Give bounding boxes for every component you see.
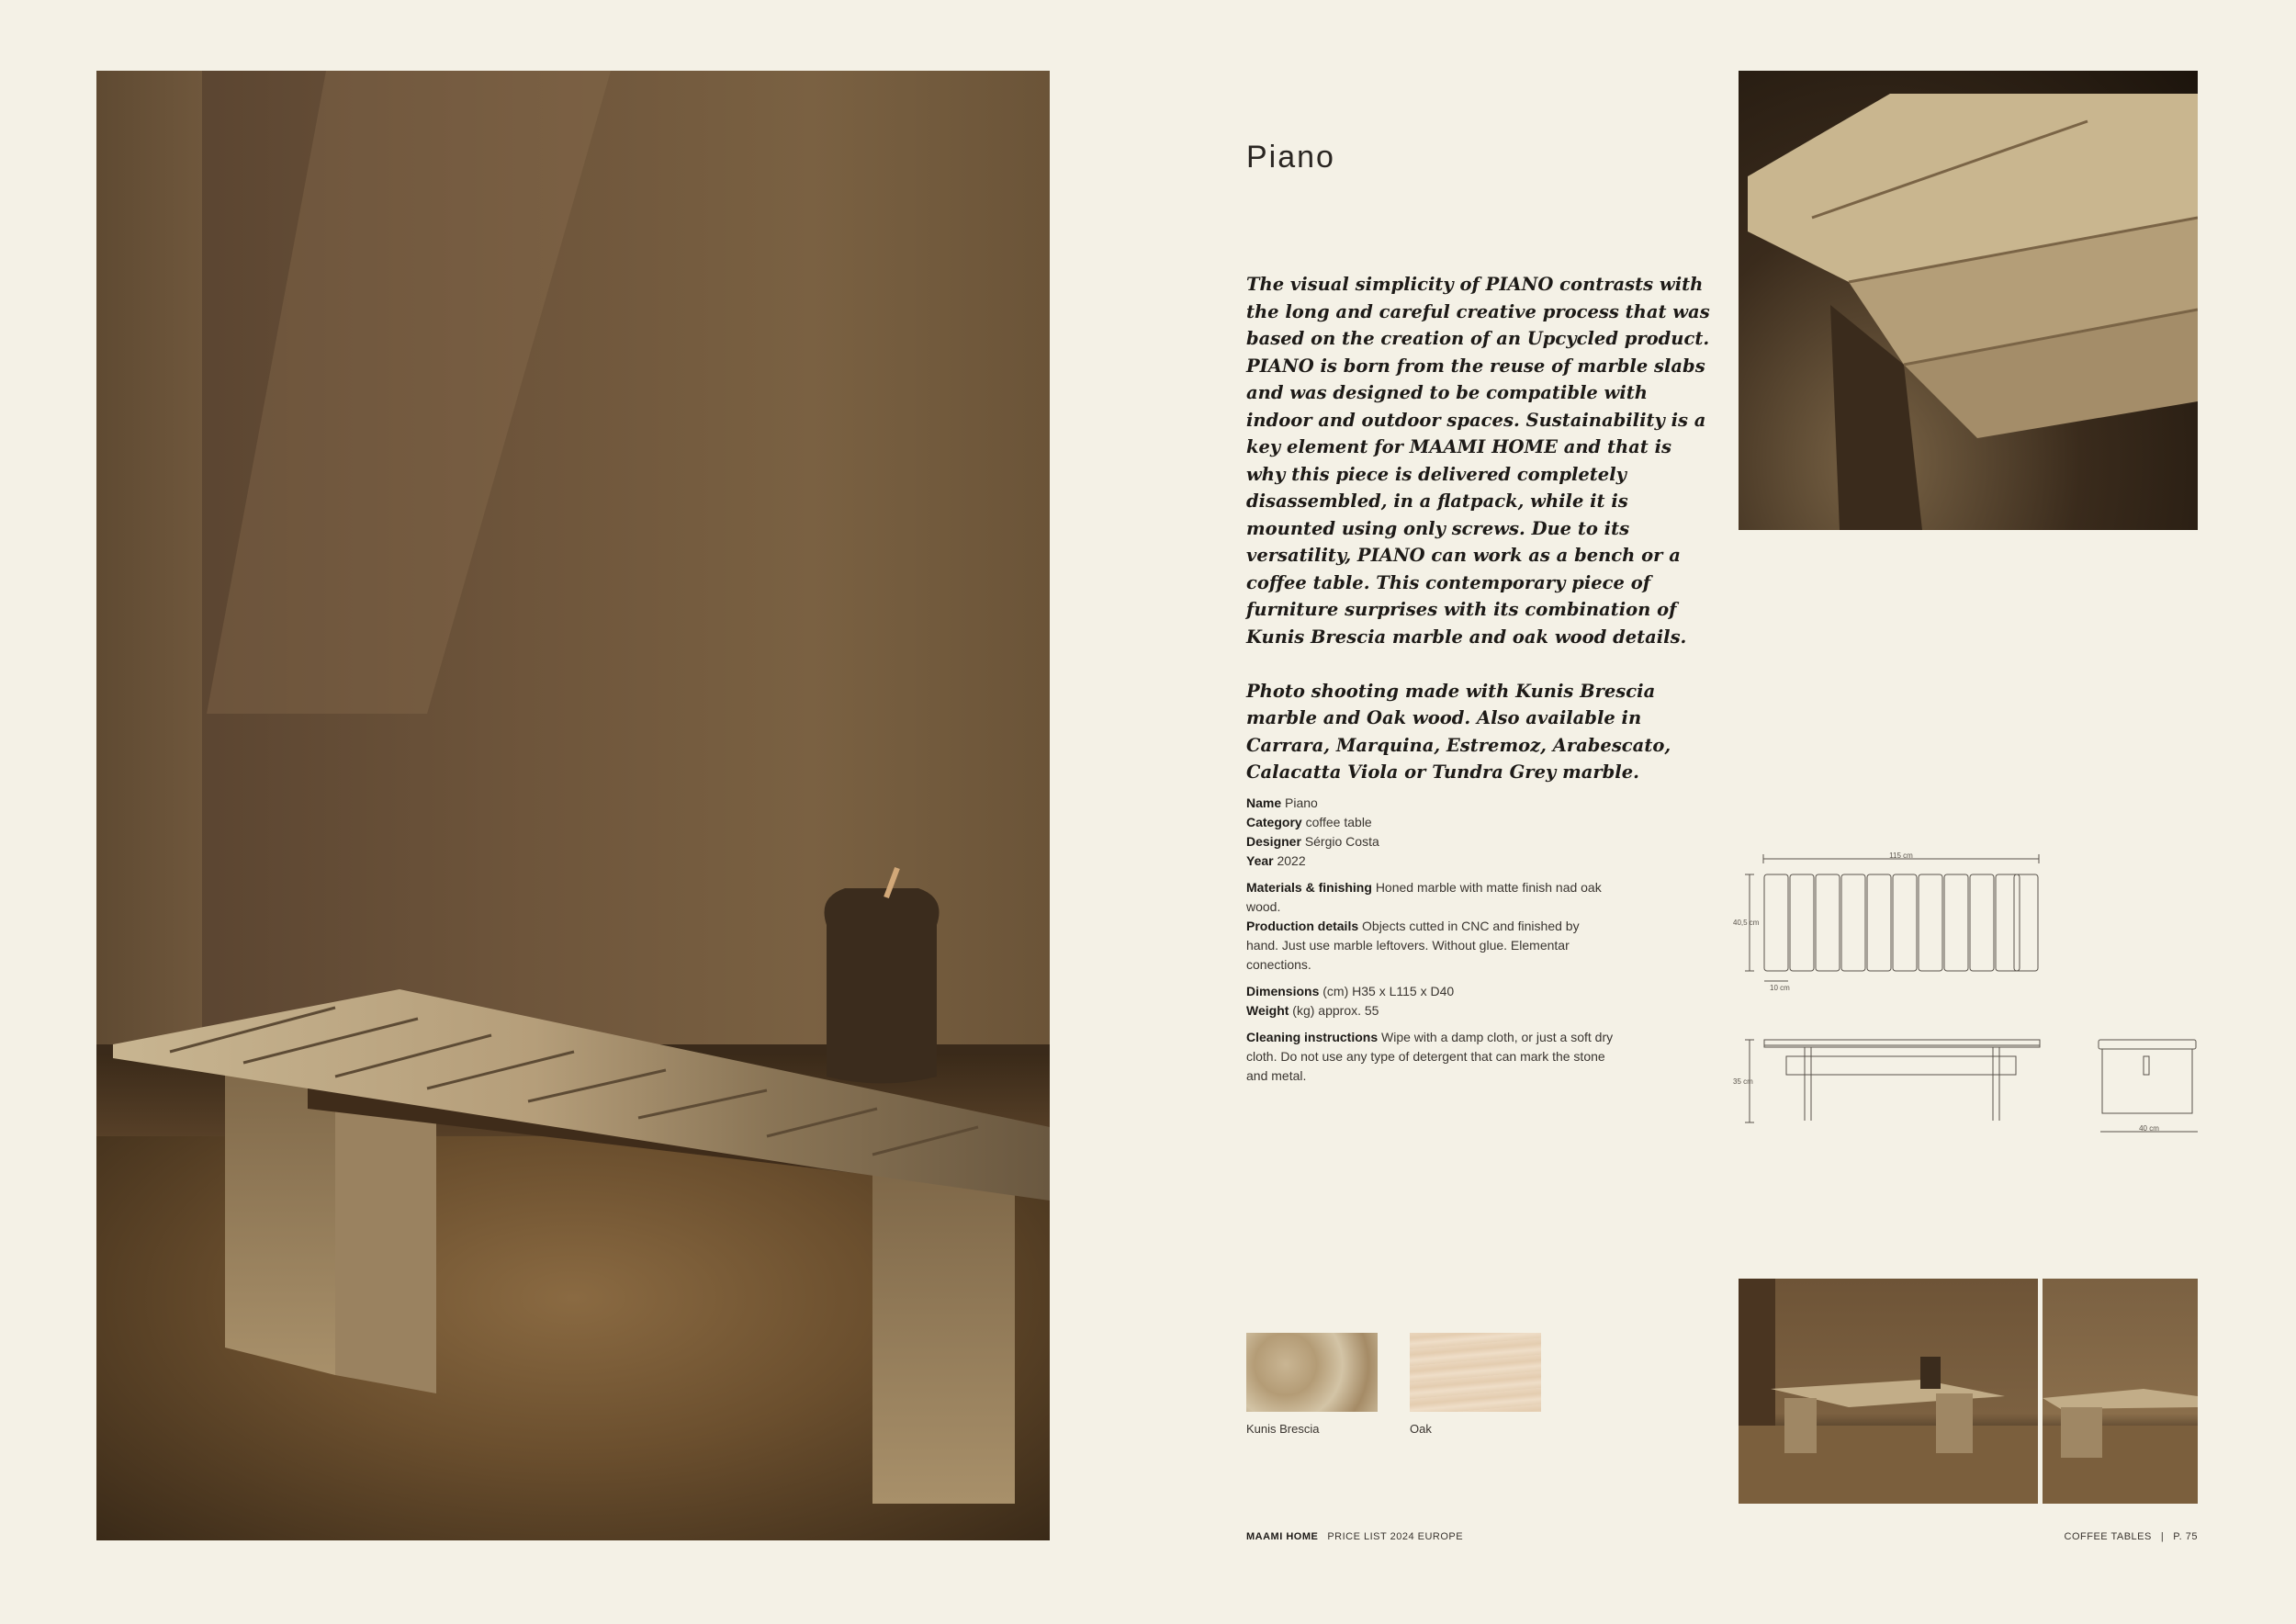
hero-photo <box>96 71 1050 1540</box>
dim-depth-label: 40,5 cm <box>1733 919 1760 927</box>
swatch-label: Kunis Brescia <box>1246 1422 1320 1436</box>
dim-height-label: 35 cm <box>1733 1077 1753 1086</box>
footer-left <box>1246 1531 1463 1542</box>
side-view <box>2099 1040 2196 1113</box>
spec-year: Year 2022 <box>1246 853 1306 868</box>
product-title: Piano <box>1246 140 1335 175</box>
room-photo-2 <box>2043 1279 2198 1504</box>
dim-slat-label: 10 cm <box>1770 984 1790 992</box>
description-paragraph: The visual simplicity of PIANO contrasts with the long and careful creative process that was based on the creation of an Upcycled product. PIANO is born from the reuse of marble slabs and was designed to be compatible with indoor and outdoor spaces. Sustainability is a key element for MAAMI HOME and that is why this piece is delivered completely disassembled, in a flatpack, while it is mounted using only screws. Due to its versatility, PIANO can work as a bench or a coffee table. This contemporary piece of furniture surprises with its combination of Kunis Brescia marble and oak wood details. <box>1246 274 1710 648</box>
spec-weight: Weight (kg) approx. 55 <box>1246 1003 1379 1018</box>
spec-designer: Designer Sérgio Costa <box>1246 834 1379 849</box>
swatch-label: Oak <box>1410 1422 1432 1436</box>
product-description <box>1246 271 1715 813</box>
detail-photo-top <box>1739 71 2198 530</box>
spec-production: Production details Objects cutted in CNC and finished by hand. Just use marble leftovers. Without glue. Elementar conections. <box>1246 919 1580 972</box>
technical-drawings <box>1731 850 2200 1144</box>
page-number: P. 75 <box>2173 1531 2198 1542</box>
spec-materials: Materials & finishing Honed marble with matte finish nad oak wood. <box>1246 880 1602 914</box>
spec-cleaning: Cleaning instructions Wipe with a damp cloth, or just a soft dry cloth. Do not use any type of detergent that can mark the stone and metal. <box>1246 1030 1614 1083</box>
swatch-oak <box>1410 1333 1541 1412</box>
spec-category: Category coffee table <box>1246 815 1372 829</box>
jar <box>825 888 940 1084</box>
footer-section: COFFEE TABLES <box>2064 1531 2152 1542</box>
spec-name: Name Piano <box>1246 795 1318 810</box>
dim-side-label: 40 cm <box>2139 1124 2159 1133</box>
front-view <box>1764 1040 2040 1121</box>
spec-dimensions: Dimensions (cm) H35 x L115 x D40 <box>1246 984 1455 998</box>
footer-separator: | <box>2160 1531 2165 1542</box>
footer-right <box>2065 1531 2198 1542</box>
footer-brand: MAAMI HOME <box>1246 1531 1319 1542</box>
dim-width-label: 115 cm <box>1889 851 1913 860</box>
bench-illustration <box>96 71 1050 1540</box>
room-photo-1 <box>1739 1279 2038 1504</box>
bench-leg-right <box>872 1155 1015 1504</box>
description-paragraph: Photo shooting made with Kunis Brescia marble and Oak wood. Also available in Carrara, Marquina, Estremoz, Arabescato, Calacatta Viola or Tundra Grey marble. <box>1246 680 1671 783</box>
swatch-kunis-brescia <box>1246 1333 1378 1412</box>
footer-doc: PRICE LIST 2024 EUROPE <box>1327 1531 1464 1542</box>
spec-list <box>1246 794 1614 1093</box>
top-view <box>1764 874 2038 971</box>
